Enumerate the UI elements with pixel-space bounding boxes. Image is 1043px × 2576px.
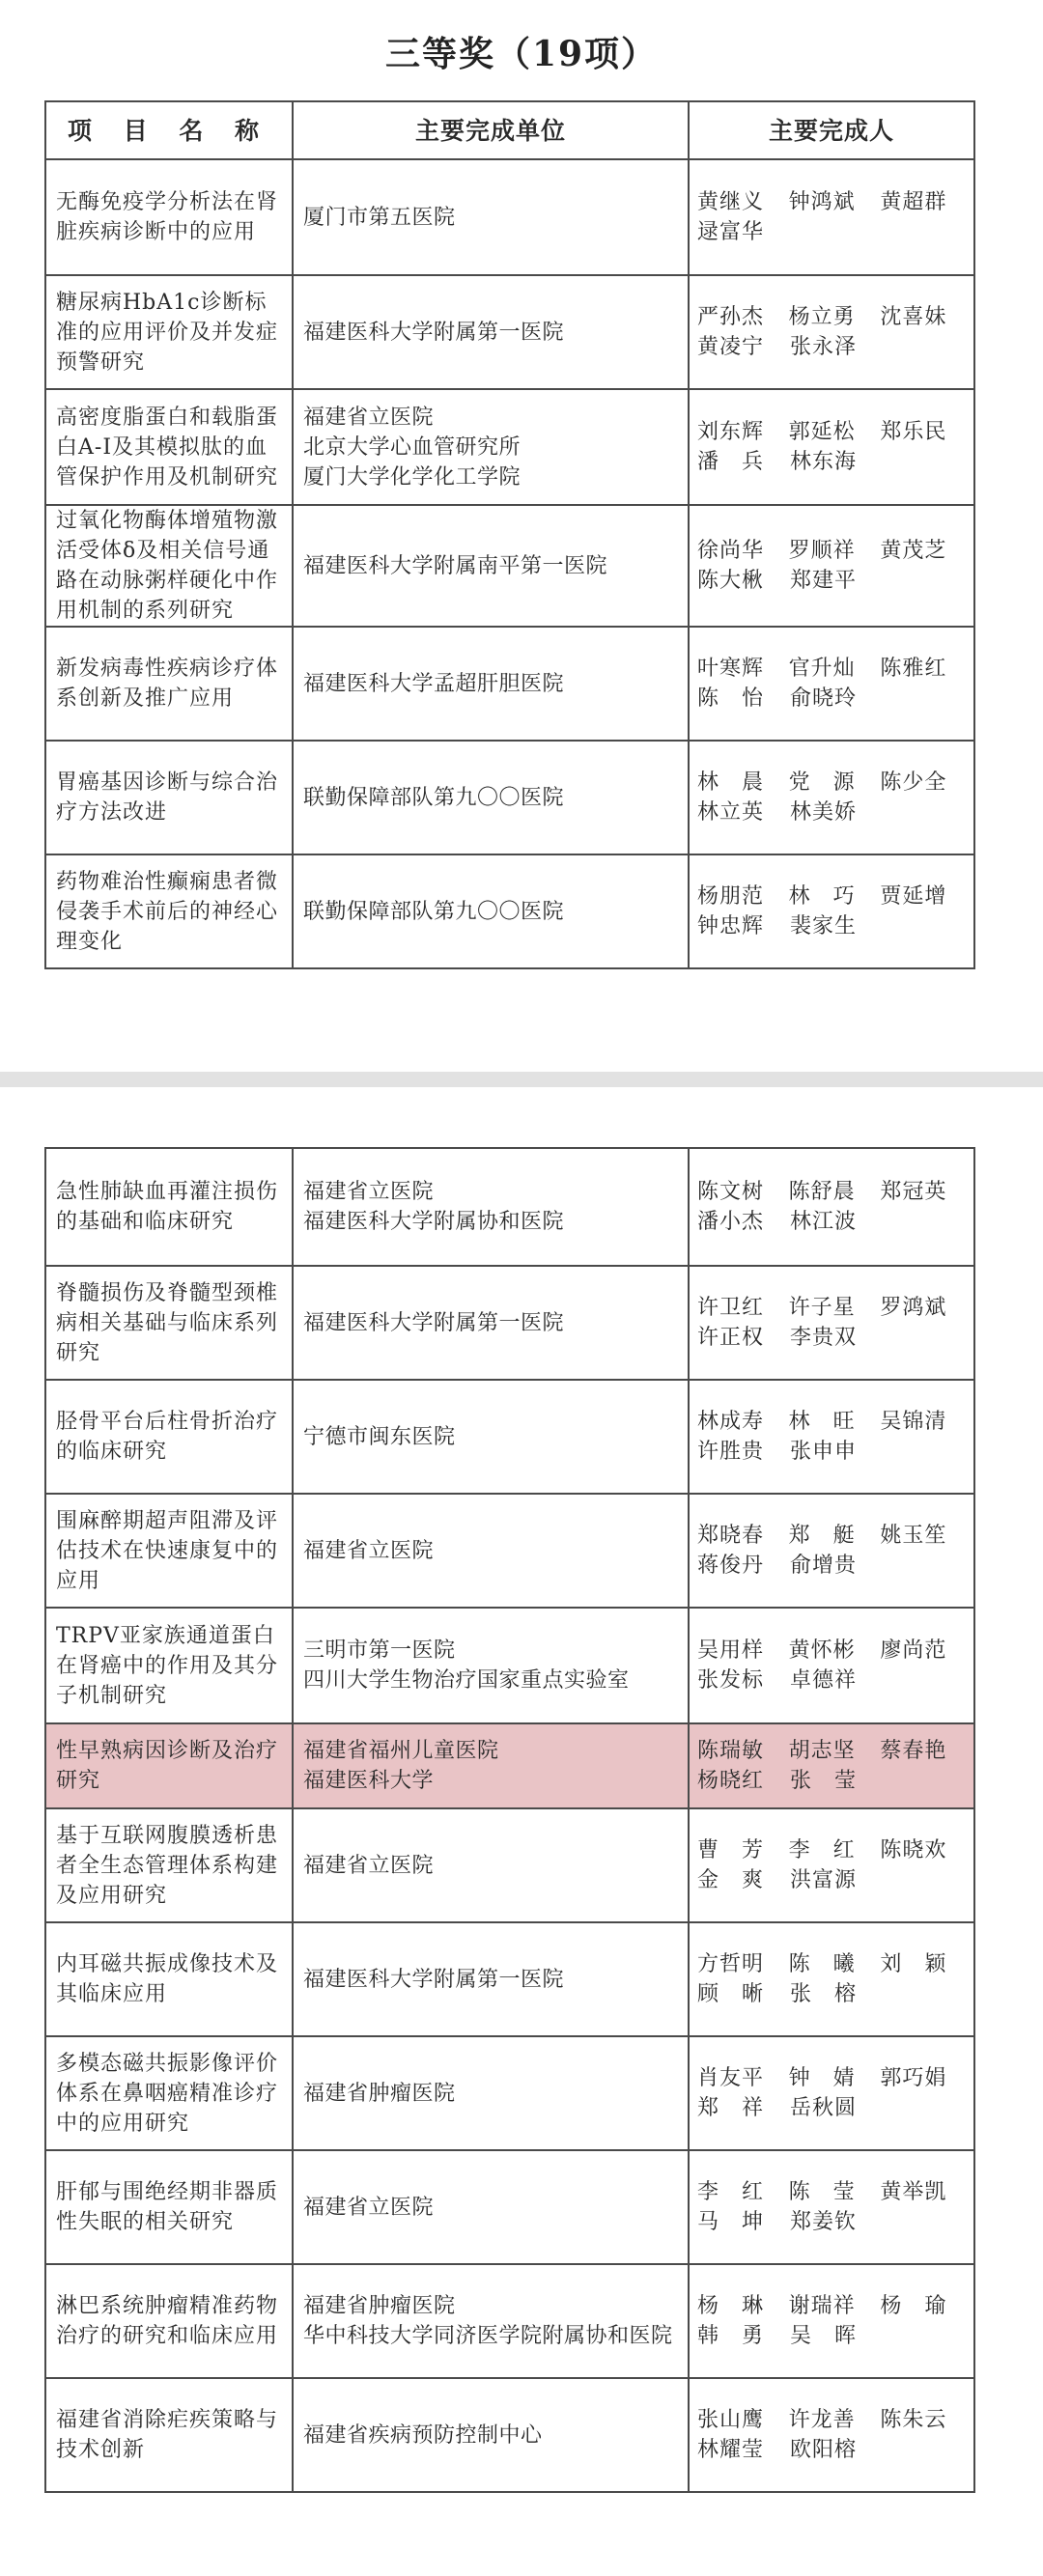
person-name: 吴 晖 [790, 2324, 858, 2348]
person-name: 沈喜妹 [880, 305, 947, 329]
people-cell [689, 2150, 974, 2264]
person-name: 林 晨 [697, 770, 765, 795]
people-line [697, 654, 972, 684]
table-row [45, 2378, 974, 2492]
person-name: 黄超群 [880, 190, 947, 214]
person-name: 潘小杰 [697, 1210, 765, 1234]
person-name: 方哲明 [697, 1952, 765, 1976]
people-line [697, 187, 972, 217]
table-row [45, 2036, 974, 2150]
person-name: 陈晓欢 [880, 1838, 947, 1862]
person-name: 许正权 [697, 1326, 765, 1350]
table-row [45, 1380, 974, 1494]
person-name: 林成寿 [697, 1410, 765, 1434]
person-name: 陈少全 [880, 770, 947, 795]
project-name-cell: 新发病毒性疾病诊疗体系创新及推广应用 [45, 627, 293, 741]
person-name: 陈大楸 [697, 569, 765, 593]
unit-cell [293, 505, 689, 627]
project-name-cell: 药物难治性癫痫患者微侵袭手术前后的神经心理变化 [45, 854, 293, 968]
people-cell [689, 159, 974, 275]
project-name-cell: 内耳磁共振成像技术及其临床应用 [45, 1922, 293, 2036]
person-name: 林美娇 [790, 800, 858, 825]
unit-name: 福建省立医院 [303, 2195, 435, 2220]
person-name: 陈雅红 [880, 657, 947, 681]
people-line [697, 684, 972, 714]
people-line [697, 1323, 972, 1353]
people-line [697, 536, 972, 566]
header-main-people: 主要完成人 [689, 101, 974, 159]
project-name-cell: 胃癌基因诊断与综合治疗方法改进 [45, 741, 293, 854]
unit-cell [293, 1148, 689, 1266]
people-line [697, 1437, 972, 1467]
people-cell [689, 1380, 974, 1494]
people-cell [689, 1266, 974, 1380]
person-name: 俞晓玲 [790, 686, 858, 711]
unit-cell [293, 1494, 689, 1608]
unit-name: 福建省肿瘤医院 [303, 2081, 456, 2106]
table-row [45, 2150, 974, 2264]
person-name: 陈 曦 [788, 1952, 856, 1976]
people-line [697, 2093, 972, 2123]
unit-cell [293, 1608, 689, 1723]
people-line [697, 1666, 972, 1695]
people-cell [689, 1148, 974, 1266]
people-line [697, 1521, 972, 1551]
table-row [45, 854, 974, 968]
table-row [45, 505, 974, 627]
person-name: 郑姜钦 [790, 2210, 858, 2234]
people-line [697, 217, 972, 247]
person-name: 张 莹 [790, 1769, 858, 1793]
project-name-cell: 肝郁与围绝经期非器质性失眠的相关研究 [45, 2150, 293, 2264]
person-name: 郑 祥 [697, 2096, 765, 2120]
people-line [697, 566, 972, 596]
person-name: 姚玉笙 [880, 1524, 947, 1548]
people-line [697, 1865, 972, 1895]
person-name: 罗顺祥 [788, 539, 856, 563]
person-name: 严孙杰 [697, 305, 765, 329]
table-row [45, 741, 974, 854]
people-cell [689, 2264, 974, 2378]
project-name-cell: 脊髓损伤及脊髓型颈椎病相关基础与临床系列研究 [45, 1266, 293, 1380]
person-name: 裴家生 [790, 914, 858, 938]
people-cell [689, 275, 974, 389]
project-name-cell: 基于互联网腹膜透析患者全生态管理体系构建及应用研究 [45, 1808, 293, 1922]
person-name: 郑乐民 [880, 420, 947, 444]
people-cell [689, 741, 974, 854]
person-name: 胡志坚 [788, 1739, 856, 1763]
person-name: 顾 晰 [697, 1982, 765, 2006]
person-name: 金 爽 [697, 1868, 765, 1892]
person-name: 贾延增 [880, 884, 947, 909]
unit-cell [293, 1723, 689, 1808]
person-name: 杨晓红 [697, 1769, 765, 1793]
person-name: 蒋俊丹 [697, 1554, 765, 1578]
person-name: 李 红 [697, 2180, 765, 2204]
people-line [697, 1293, 972, 1323]
person-name: 吴锦清 [880, 1410, 947, 1434]
project-name-cell: 福建省消除疟疾策略与技术创新 [45, 2378, 293, 2492]
unit-cell [293, 627, 689, 741]
people-line [697, 1835, 972, 1865]
person-name: 林立英 [697, 800, 765, 825]
people-cell [689, 389, 974, 505]
table-row-highlighted [45, 1723, 974, 1808]
person-name: 郑建平 [790, 569, 858, 593]
person-name: 黄怀彬 [788, 1638, 856, 1663]
person-name: 林 旺 [788, 1410, 856, 1434]
unit-name: 福建省疾病预防控制中心 [303, 2422, 543, 2448]
person-name: 杨 瑜 [880, 2294, 947, 2318]
person-name: 谢瑞祥 [788, 2294, 856, 2318]
unit-name: 北京大学心血管研究所 [303, 434, 522, 460]
document-page-1 [0, 0, 1043, 1072]
table-header-row [45, 101, 974, 159]
people-cell [689, 1723, 974, 1808]
table-row [45, 1148, 974, 1266]
person-name: 韩 勇 [697, 2324, 765, 2348]
people-cell [689, 2036, 974, 2150]
person-name: 张山鹰 [697, 2408, 765, 2432]
person-name: 许胜贵 [697, 1440, 765, 1464]
project-name-cell: 高密度脂蛋白和载脂蛋白A-I及其模拟肽的血管保护作用及机制研究 [45, 389, 293, 505]
unit-cell [293, 1922, 689, 2036]
unit-name: 福建省立医院 [303, 1853, 435, 1878]
person-name: 徐尚华 [697, 539, 765, 563]
unit-name: 福建医科大学附属南平第一医院 [303, 553, 608, 578]
unit-name: 宁德市闽东医院 [303, 1424, 456, 1449]
people-cell [689, 1494, 974, 1608]
unit-name: 福建省立医院 [303, 1180, 435, 1204]
unit-name: 福建医科大学 [303, 1769, 435, 1793]
person-name: 马 坤 [697, 2210, 765, 2234]
unit-cell [293, 741, 689, 854]
unit-name: 华中科技大学同济医学院附属协和医院 [303, 2324, 673, 2348]
people-cell [689, 1808, 974, 1922]
person-name: 廖尚范 [880, 1638, 947, 1663]
project-name-cell: 过氧化物酶体增殖物激活受体δ及相关信号通路在动脉粥样硬化中作用机制的系列研究 [45, 505, 293, 627]
unit-name: 三明市第一医院 [303, 1638, 456, 1663]
table-row [45, 1494, 974, 1608]
table-row [45, 1608, 974, 1723]
people-cell [689, 505, 974, 627]
project-name-cell: TRPV亚家族通道蛋白在肾癌中的作用及其分子机制研究 [45, 1608, 293, 1723]
project-name-cell: 无酶免疫学分析法在肾脏疾病诊断中的应用 [45, 159, 293, 275]
person-name: 叶寒辉 [697, 657, 765, 681]
person-name: 黄举凯 [880, 2180, 947, 2204]
person-name: 李 红 [788, 1838, 856, 1862]
people-line [697, 1949, 972, 1979]
people-line [697, 332, 972, 362]
unit-name: 厦门市第五医院 [303, 205, 456, 230]
person-name: 郑冠英 [880, 1180, 947, 1204]
person-name: 杨朋范 [697, 884, 765, 909]
person-name: 欧阳榕 [790, 2438, 858, 2462]
table-row [45, 2264, 974, 2378]
person-name: 罗鸿斌 [880, 1296, 947, 1320]
people-line [697, 1636, 972, 1666]
person-name: 林耀莹 [697, 2438, 765, 2462]
person-name: 陈 莹 [788, 2180, 856, 2204]
people-line [697, 768, 972, 798]
people-line [697, 882, 972, 911]
unit-name: 福建省福州儿童医院 [303, 1739, 499, 1763]
person-name: 林 巧 [788, 884, 856, 909]
unit-name: 四川大学生物治疗国家重点实验室 [303, 1668, 630, 1693]
unit-cell [293, 1380, 689, 1494]
people-line [697, 1207, 972, 1237]
unit-cell [293, 1808, 689, 1922]
awards-table-part-1 [44, 100, 975, 969]
project-name-cell: 多模态磁共振影像评价体系在鼻咽癌精准诊疗中的应用研究 [45, 2036, 293, 2150]
people-line [697, 911, 972, 941]
person-name: 黄茂芝 [880, 539, 947, 563]
project-name-cell: 性早熟病因诊断及治疗研究 [45, 1723, 293, 1808]
people-cell [689, 1922, 974, 2036]
project-name-cell: 围麻醉期超声阻滞及评估技术在快速康复中的应用 [45, 1494, 293, 1608]
person-name: 郑晓春 [697, 1524, 765, 1548]
people-line [697, 2321, 972, 2351]
unit-name: 福建医科大学附属第一医院 [303, 320, 565, 345]
people-line [697, 798, 972, 827]
person-name: 张永泽 [790, 335, 858, 359]
people-line [697, 1766, 972, 1796]
person-name: 李贵双 [790, 1326, 858, 1350]
people-line [697, 2435, 972, 2465]
people-line [697, 2405, 972, 2435]
unit-name: 福建省肿瘤医院 [303, 2294, 456, 2318]
project-name-cell: 淋巴系统肿瘤精准药物治疗的研究和临床应用 [45, 2264, 293, 2378]
person-name: 林东海 [790, 450, 858, 474]
person-name: 林江波 [790, 1210, 858, 1234]
person-name: 黄继义 [697, 190, 765, 214]
person-name: 陈舒晨 [788, 1180, 856, 1204]
table-row [45, 159, 974, 275]
person-name: 钟鸿斌 [788, 190, 856, 214]
unit-cell [293, 389, 689, 505]
page-separator [0, 1072, 1043, 1087]
person-name: 曹 芳 [697, 1838, 765, 1862]
person-name: 张 榕 [790, 1982, 858, 2006]
person-name: 肖友平 [697, 2066, 765, 2090]
person-name: 岳秋圆 [790, 2096, 858, 2120]
header-project-name: 项 目 名 称 [45, 101, 293, 159]
person-name: 官升灿 [788, 657, 856, 681]
unit-name: 福建省立医院 [303, 1538, 435, 1563]
people-cell [689, 2378, 974, 2492]
people-line [697, 2207, 972, 2237]
table-row [45, 1266, 974, 1380]
project-name-cell: 胫骨平台后柱骨折治疗的临床研究 [45, 1380, 293, 1494]
person-name: 洪富源 [790, 1868, 858, 1892]
person-name: 陈朱云 [880, 2408, 947, 2432]
person-name: 党 源 [788, 770, 856, 795]
unit-name: 联勤保障部队第九〇〇医院 [303, 785, 565, 810]
person-name: 郭延松 [788, 420, 856, 444]
table-row [45, 1922, 974, 2036]
person-name: 黄凌宁 [697, 335, 765, 359]
person-name: 郭巧娟 [880, 2066, 947, 2090]
unit-cell [293, 2264, 689, 2378]
people-line [697, 2291, 972, 2321]
people-line [697, 447, 972, 477]
person-name: 潘 兵 [697, 450, 765, 474]
unit-cell [293, 854, 689, 968]
project-name-cell: 糖尿病HbA1c诊断标准的应用评价及并发症预警研究 [45, 275, 293, 389]
people-line [697, 1736, 972, 1766]
person-name: 陈瑞敏 [697, 1739, 765, 1763]
unit-cell [293, 1266, 689, 1380]
unit-name: 福建医科大学附属协和医院 [303, 1210, 565, 1234]
unit-cell [293, 2036, 689, 2150]
person-name: 许卫红 [697, 1296, 765, 1320]
people-cell [689, 854, 974, 968]
people-line [697, 2177, 972, 2207]
person-name: 张发标 [697, 1668, 765, 1693]
person-name: 吴用样 [697, 1638, 765, 1663]
header-main-unit: 主要完成单位 [293, 101, 689, 159]
unit-cell [293, 159, 689, 275]
person-name: 许子星 [788, 1296, 856, 1320]
people-line [697, 302, 972, 332]
person-name: 钟忠辉 [697, 914, 765, 938]
unit-name: 联勤保障部队第九〇〇医院 [303, 899, 565, 924]
unit-cell [293, 275, 689, 389]
person-name: 陈 怡 [697, 686, 765, 711]
person-name: 杨 琳 [697, 2294, 765, 2318]
unit-name: 福建医科大学附属第一医院 [303, 1310, 565, 1335]
person-name: 张申申 [790, 1440, 858, 1464]
people-cell [689, 627, 974, 741]
person-name: 杨立勇 [788, 305, 856, 329]
unit-cell [293, 2150, 689, 2264]
person-name: 逯富华 [697, 220, 765, 244]
table-row [45, 1808, 974, 1922]
person-name: 卓德祥 [790, 1668, 858, 1693]
awards-table-part-2 [44, 1147, 975, 2493]
project-name-cell: 急性肺缺血再灌注损伤的基础和临床研究 [45, 1148, 293, 1266]
document-page-2 [0, 1087, 1043, 2576]
unit-name: 福建省立医院 [303, 405, 435, 430]
person-name: 刘东辉 [697, 420, 765, 444]
people-line [697, 1407, 972, 1437]
person-name: 刘 颖 [880, 1952, 947, 1976]
person-name: 俞增贵 [790, 1554, 858, 1578]
page-title: 三等奖（19项） [384, 34, 659, 74]
people-line [697, 1177, 972, 1207]
table-row [45, 627, 974, 741]
person-name: 许龙善 [788, 2408, 856, 2432]
unit-name: 福建医科大学附属第一医院 [303, 1967, 565, 1992]
unit-name: 福建医科大学孟超肝胆医院 [303, 671, 565, 696]
person-name: 钟 婧 [788, 2066, 856, 2090]
unit-cell [293, 2378, 689, 2492]
unit-name: 厦门大学化学化工学院 [303, 464, 522, 490]
people-line [697, 1551, 972, 1581]
people-line [697, 417, 972, 447]
people-line [697, 2063, 972, 2093]
person-name: 郑 艇 [788, 1524, 856, 1548]
table-row [45, 389, 974, 505]
people-line [697, 1979, 972, 2009]
table-row [45, 275, 974, 389]
person-name: 陈文树 [697, 1180, 765, 1204]
people-cell [689, 1608, 974, 1723]
person-name: 蔡春艳 [880, 1739, 947, 1763]
